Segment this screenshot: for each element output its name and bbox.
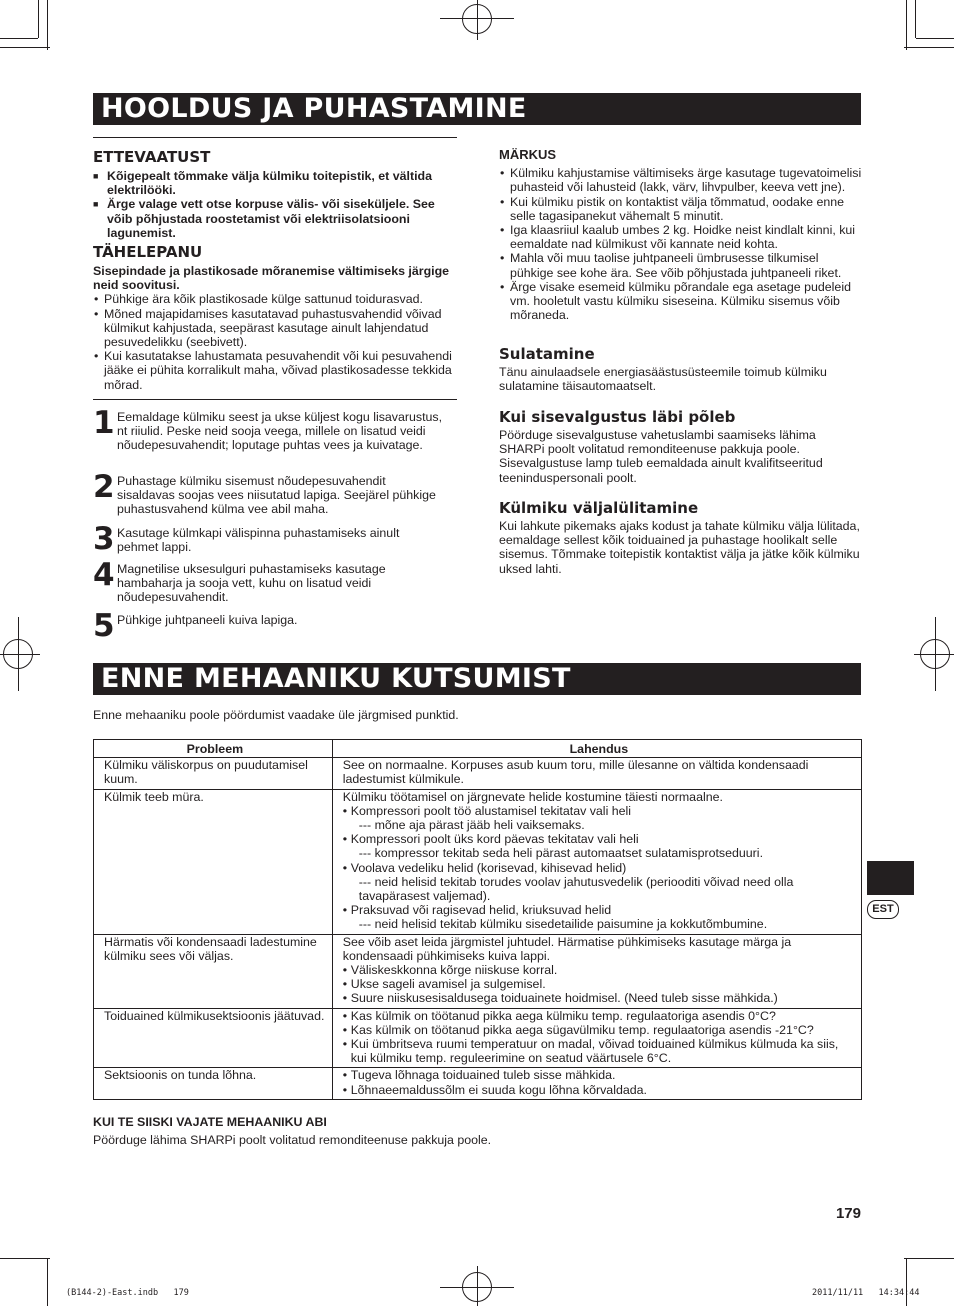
caution-block (93, 148, 457, 240)
list-item: • Pühkige ära kõik plastikosade külge sattunud toidurasvad. (93, 292, 457, 306)
table-row (94, 934, 862, 1008)
problem-cell: Toiduained külmikusektsioonis jäätuvad. (94, 1008, 333, 1068)
notes-list (499, 166, 864, 322)
problem-cell: Külmik teeb müra. (94, 789, 333, 934)
defrost-text: Tänu ainulaadsele energiasäästusüsteemile toimub külmiku sulatamine täisautomaatselt. (499, 365, 827, 394)
caution-item: ■ Ärge valage vett otse korpuse välis- või siseküljele. See võib põhjustada roostetamist või elektriisolatsiooni lagunemist. (93, 197, 457, 240)
defrost-block (499, 345, 861, 393)
list-item: • Mahla või muu taolise juhtpaneeli ümbrusesse tilkumisel pühkige see kohe ära. See võib põhjustada juhtpaneeli riket. (499, 251, 864, 279)
divider (93, 399, 457, 400)
help-heading: KUI TE SIISKI VAJATE MEHAANIKU ABI (93, 1115, 327, 1129)
problem-cell: Härmatis või kondensaadi ladestumine külmiku sees või väljas. (94, 934, 333, 1008)
list-item: • Kompressori poolt töö alustamisel tekitatav vali heli --- mõne aja pärast jääb heli vaiksemaks. (343, 804, 855, 832)
table-row (94, 789, 862, 934)
column-header: Probleem (94, 740, 333, 758)
section-title-maintenance: HOOLDUS JA PUHASTAMINE (93, 93, 861, 125)
list-item: • Mõned majapidamises kasutatavad puhastusvahendid võivad külmikut kahjustada, seepärast kasutage ainult lahjendatud pesuvedelikku (seebivett). (93, 307, 457, 350)
notes-heading: MÄRKUS (499, 147, 557, 162)
solution-cell: See võib aset leida järgmistel juhtudel. Härmatise pühkimiseks kasutage märga ja kondensaadi pühkimiseks kuiva lappi. • Väliskeskkonna kõrge niiskuse korral. • Ukse sageli avamisel ja sulgemisel. • Suure niiskusesisaldusega toiduainete hoidmisel. (Need tuleb sisse mähkida.) (332, 934, 861, 1008)
language-tab (867, 861, 914, 895)
list-item: • Lõhnaeemaldussõlm ei suuda kogu lõhna kõrvaldada. (343, 1083, 855, 1097)
divider (93, 137, 457, 138)
table-row (94, 758, 862, 789)
footer-file-info: (B144-2)-East.indb 179 (66, 1288, 189, 1298)
caution-item: ■ Kõigepealt tõmmake välja külmiku toitepistik, et vältida elektrilööki. (93, 169, 457, 197)
notes-block (499, 148, 864, 322)
list-item: • Kompressori poolt üks kord päevas tekitatav vali heli --- kompressor tekitab seda heli pärast automaatset sulatamisprotseduuri. (343, 832, 855, 860)
list-item: • Kui külmiku pistik on kontaktist välja tõmmatud, oodake enne selle tagasipanekut vähemalt 5 minutit. (499, 195, 864, 223)
solution-cell: Külmiku töötamisel on järgnevate helide kostumine täiesti normaalne. • Kompressori poolt töö alustamisel tekitatav vali heli --- mõne aja pärast jääb heli vaiksemaks. • Kompressori poolt üks kord päevas tekitatav vali heli --- kompressor tekitab seda heli pärast automaatset sulatamisprotseduuri. • Voolava vedeliku helid (korisevad, kihisevad helid) --- neid helisid tekitab torudes voolav jahutusvedelik (periooditi võivad need olla tavapärasest valjemad). • Praksuvad või ragisevad helid, kriuksuvad helid --- neid helisid tekitab külmiku sisedetailide paisumine ja kokkutõmbumine. (332, 789, 861, 934)
list-item: • Ukse sageli avamisel ja sulgemisel. (343, 977, 855, 991)
step-2: 2 Puhastage külmiku sisemust nõudepesuvahendit sisaldavas soojas vees niisutatud lapiga. Seejärel pühkige puhastusvahend külma vee abil maha. (93, 469, 436, 517)
caution-heading: ETTEVAATUST (93, 148, 211, 166)
list-item: • Tugeva lõhnaga toiduained tuleb sisse mähkida. (343, 1068, 855, 1082)
help-block (93, 1115, 861, 1147)
lamp-text: Pöörduge sisevalgustuse vahetuslambi saamiseks lähima SHARPi poolt volitatud remonditeenuse pakkuja poole. Sisevalgustuse lamp tuleb eemaldada ainult kvalifitseeritud teeninduspersonali poolt. (499, 428, 823, 485)
step-3: 3 Kasutage külmkapi välispinna puhastamiseks ainult pehmet lappi. (93, 521, 400, 557)
list-item: • Praksuvad või ragisevad helid, kriuksuvad helid --- neid helisid tekitab külmiku sisedetailide paisumine ja kokkutõmbumine. (343, 903, 855, 931)
list-item: • Kui kasutatakse lahustamata pesuvahendit või kui pesuvahendi jääke ei pühita korralikult maha, võivad plastikosadesse tekkida mõrad. (93, 349, 457, 392)
table-row (94, 1008, 862, 1068)
step-5: 5 Pühkige juhtpaneeli kuiva lapiga. (93, 608, 298, 644)
solution-cell (332, 1068, 861, 1099)
attention-heading: TÄHELEPANU (93, 243, 203, 261)
solution-cell: See on normaalne. Korpuses asub kuum toru, mille ülesanne on vältida kondensaadi ladestumist külmikule. (332, 758, 861, 789)
lamp-block (499, 408, 861, 485)
list-item: • Kas külmik on töötanud pikka aega külmiku temp. regulaatoriga asendis 0°C? (343, 1009, 855, 1023)
attention-list (93, 292, 457, 391)
switch-off-text: Kui lahkute pikemaks ajaks kodust ja tahate külmiku välja lülitada, eemaldage sellest kõik toiduained ja puhastage hoolikalt selle sisemus. Tõmmake toitepistik kontaktist välja ja jätke kõik külmiku uksed lahti. (499, 519, 860, 576)
troubleshooting-intro: Enne mehaaniku poole pöördumist vaadake üle järgmised punktid. (93, 708, 459, 722)
list-item: • Voolava vedeliku helid (korisevad, kihisevad helid) --- neid helisid tekitab torudes voolav jahutusvedelik (periooditi võivad need olla tavapärasest valjemad). (343, 861, 855, 904)
switch-off-heading: Külmiku väljalülitamine (499, 499, 699, 517)
footer-datetime: 2011/11/11 14:34:44 (812, 1288, 920, 1298)
column-header: Lahendus (332, 740, 861, 758)
list-item: • Suure niiskusesisaldusega toiduainete hoidmisel. (Need tuleb sisse mähkida.) (343, 991, 855, 1005)
switch-off-block (499, 499, 861, 576)
problem-cell: Külmiku väliskorpus on puudutamisel kuum. (94, 758, 333, 789)
table-header-row (94, 740, 862, 758)
list-item: • Ärge visake esemeid külmiku põrandale ega asetage pudeleid vm. hooletult vastu külmiku siseseina. Külmiku sisemus võib mõraneda. (499, 280, 864, 323)
solution-cell (332, 1008, 861, 1068)
page-number: 179 (835, 1205, 861, 1222)
lamp-heading: Kui sisevalgustus läbi põleb (499, 408, 736, 426)
help-text: Pöörduge lähima SHARPi poolt volitatud remonditeenuse pakkuja poole. (93, 1133, 492, 1148)
list-item: • Väliskeskkonna kõrge niiskuse korral. (343, 963, 855, 977)
list-item: • Külmiku kahjustamise vältimiseks ärge kasutage tugevatoimelisi puhasteid või lahusteid (lakk, värv, lihvpulber, keeva vett jne). (499, 166, 864, 194)
defrost-heading: Sulatamine (499, 345, 595, 363)
problem-cell: Sektsioonis on tunda lõhna. (94, 1068, 333, 1099)
list-item: • Kui ümbritseva ruumi temperatuur on madal, võivad toiduained külmikus külmuda ka siis, kui külmiku temp. reguleerimine on seatud väärtusele 6°C. (343, 1037, 855, 1065)
step-4: 4 Magnetilise uksesulguri puhastamiseks kasutage hambaharja ja sooja vett, kuhu on lisatud veidi nõudepesuvahendit. (93, 557, 386, 605)
section-title-troubleshooting: ENNE MEHAANIKU KUTSUMIST (93, 663, 861, 695)
attention-intro: Sisepindade ja plastikosade mõranemise vältimiseks järgige neid soovitusi. (93, 264, 450, 293)
list-item: • Iga klaasriiul kaalub umbes 2 kg. Hoidke neist kindlalt kinni, kui eemaldate nad külmikust või kannate neid kohta. (499, 223, 864, 251)
troubleshooting-table (93, 739, 862, 1100)
list-item: • Kas külmik on töötanud pikka aega sügavülmiku temp. regulaatoriga asendis -21°C? (343, 1023, 855, 1037)
table-row (94, 1068, 862, 1099)
attention-block (93, 243, 457, 392)
step-1: 1 Eemaldage külmiku seest ja ukse küljest kogu lisavarustus, nt riiulid. Peske neid sooja veega, millele on lisatud veidi nõudepesuvahendit; loputage puhtas vees ja kuivatage. (93, 405, 443, 453)
language-badge: EST (867, 900, 899, 919)
